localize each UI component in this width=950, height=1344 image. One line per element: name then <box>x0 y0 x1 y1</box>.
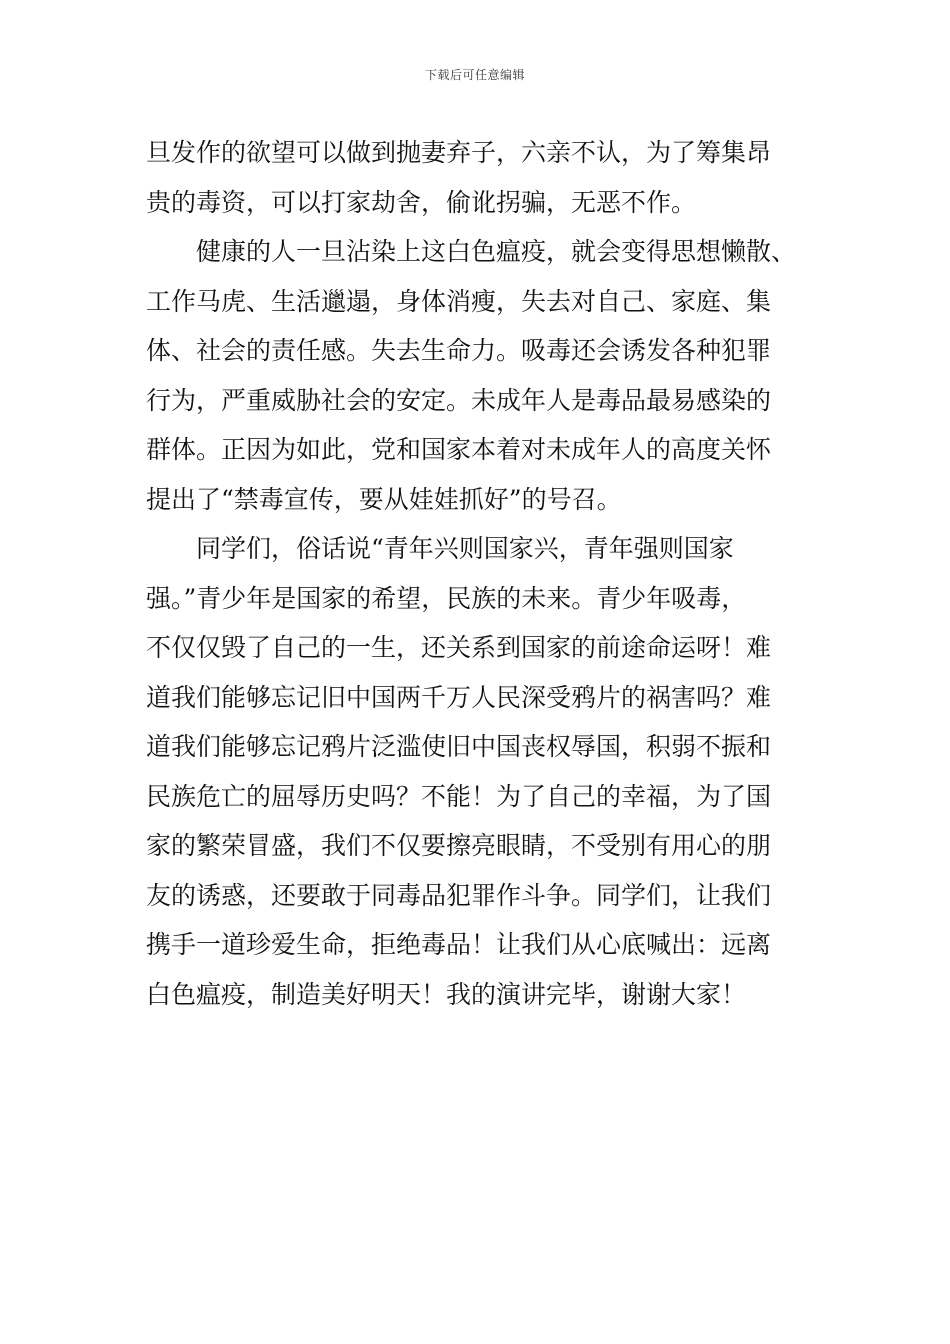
text-line: 健康的人一旦沾染上这白色瘟疫，就会变得思想懒散、 <box>146 237 797 266</box>
text-line: 家的繁荣冒盛，我们不仅要擦亮眼睛，不受别有用心的朋 <box>146 831 772 860</box>
text-line: 道我们能够忘记旧中国两千万人民深受鸦片的祸害吗？难 <box>146 682 772 712</box>
text-line: 工作马虎、生活邋遢，身体消瘦，失去对自己、家庭、集 <box>146 286 772 316</box>
text-line: 不仅仅毁了自己的一生，还关系到国家的前途命运呀！难 <box>146 633 772 662</box>
text-line: 携手一道珍爱生命，拒绝毒品！让我们从心底喊出：远离 <box>146 930 772 959</box>
text-line: 白色瘟疫，制造美好明天！我的演讲完毕，谢谢大家！ <box>146 979 747 1009</box>
text-line: 民族危亡的屈辱历史吗？不能！为了自己的幸福，为了国 <box>146 781 772 811</box>
page-header: 下载后可任意编辑 <box>424 68 525 82</box>
text-line: 体、社会的责任感。失去生命力。吸毒还会诱发各种犯罪 <box>146 336 772 365</box>
text-line: 强。”青少年是国家的希望，民族的未来。青少年吸毒， <box>146 583 747 613</box>
text-line: 友的诱惑，还要敢于同毒品犯罪作斗争。同学们，让我们 <box>146 880 772 910</box>
text-line: 旦发作的欲望可以做到抛妻弃子，六亲不认，为了筹集昂 <box>146 138 772 167</box>
text-line: 同学们，俗话说“青年兴则国家兴，青年强则国家 <box>146 534 734 563</box>
text-line: 贵的毒资，可以打家劫舍，偷讹拐骗，无恶不作。 <box>146 187 697 217</box>
text-line: 提出了“禁毒宣传，要从娃娃抓好”的号召。 <box>146 484 622 514</box>
text-line: 道我们能够忘记鸦片泛滥使旧中国丧权辱国，积弱不振和 <box>146 732 772 761</box>
speech-body <box>146 128 816 1019</box>
text-line: 行为，严重威胁社会的安定。未成年人是毒品最易感染的 <box>146 385 772 415</box>
text-line: 群体。正因为如此，党和国家本着对未成年人的高度关怀 <box>146 435 772 464</box>
